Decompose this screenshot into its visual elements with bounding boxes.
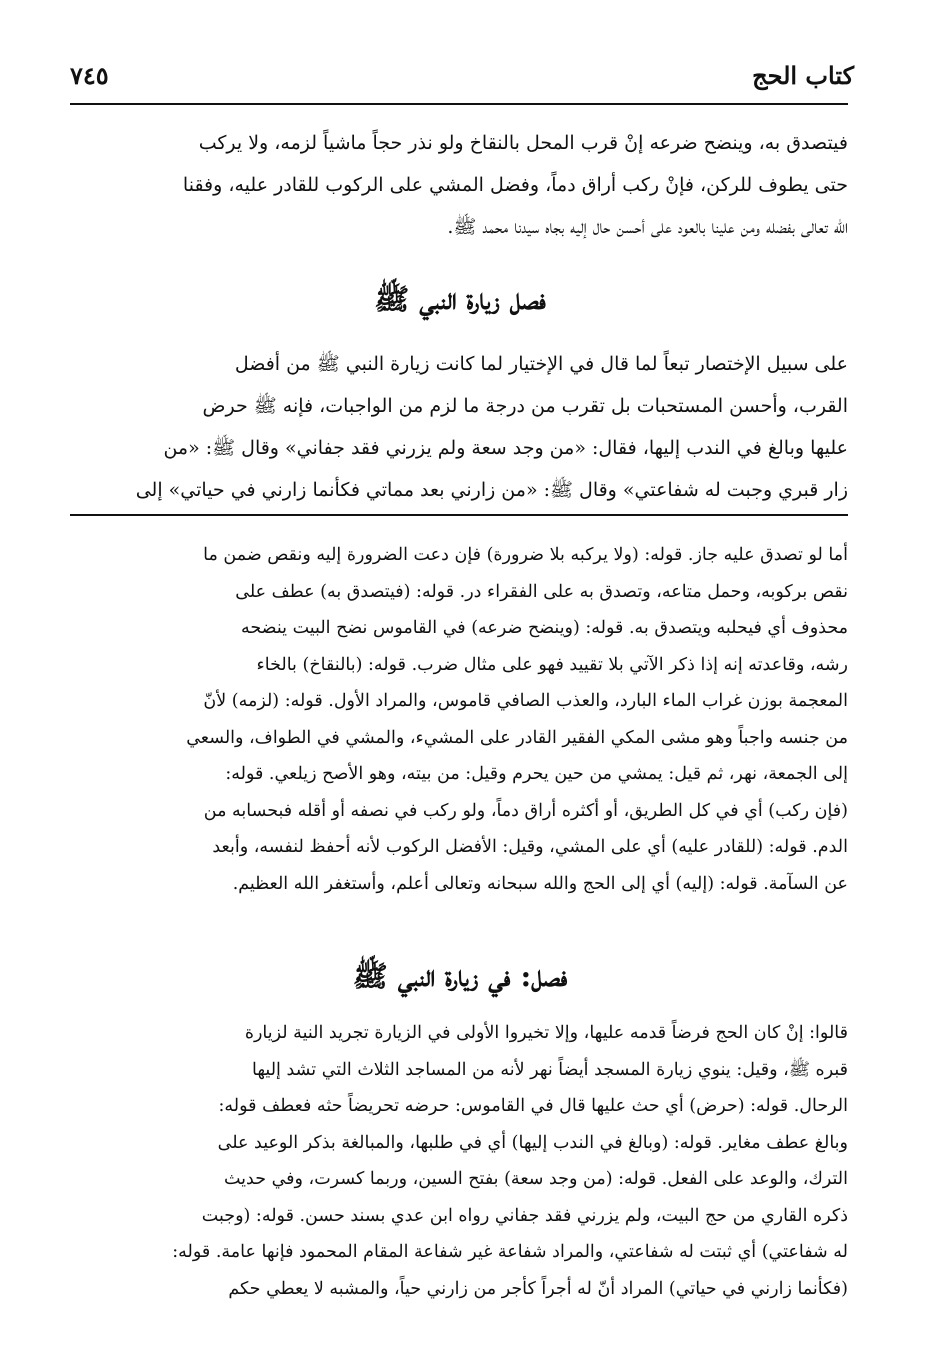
running-title: كتاب الحج bbox=[752, 61, 854, 90]
text-line: أما لو تصدق عليه جاز. قوله: (ولا يركبه بلا ضرورة) فإن دعت الضرورة إليه ونقص ضمن ما bbox=[203, 545, 848, 565]
text-line: حتى يطوف للركن، فإنْ ركب أراق دماً، وفضل المشي على الركوب للقادر عليه، وفقنا bbox=[182, 174, 848, 196]
main-paragraph-1 bbox=[72, 122, 848, 248]
text-line: عن السآمة. قوله: (إليه) أي إلى الحج والله سبحانه وتعالى أعلم، وأستغفر الله العظيم. bbox=[232, 873, 848, 894]
main-paragraph-2 bbox=[72, 343, 848, 511]
text-line: (فإن ركب) أي في كل الطريق، أو أكثره أراق دماً، ولو ركب في نصفه أو أقله فبحسابه من bbox=[203, 800, 848, 821]
commentary-paragraph-2 bbox=[72, 1015, 848, 1307]
page-number: ٧٤٥ bbox=[70, 61, 109, 90]
text-line: وبالغ عطف مغاير. قوله: (وبالغ في الندب إليها) أي في طلبها، والمبالغة بذكر الوعيد على bbox=[217, 1132, 848, 1153]
commentary-paragraph-1 bbox=[72, 537, 848, 902]
text-line: نقص بركوبه، وحمل متاعه، وتصدق به على الفقراء در. قوله: (فيتصدق به) عطف على bbox=[235, 581, 848, 602]
section-heading: فصل زيارة النبي ﷺ bbox=[374, 282, 546, 316]
text-line: المعجمة بوزن غراب الماء البارد، والعذب الصافي قاموس، والمراد الأول. قوله: (لزمه) لأنّ bbox=[203, 691, 848, 711]
text-line: القرب، وأحسن المستحبات بل تقرب من درجة ما لزم من الواجبات، فإنه ﷺ حرض bbox=[202, 395, 848, 417]
text-line: من جنسه واجباً وهو مشى المكي الفقير القادر على المشيء، والمشي في الطواف، والسعي bbox=[186, 727, 848, 748]
text-line: قبره ﷺ، وقيل: ينوي زيارة المسجد أيضاً نهر لأنه من المساجد الثلاث التي تشد إليها bbox=[252, 1059, 848, 1080]
text-line: الترك، والوعد على الفعل. قوله: (من وجد سعة) بفتح السين، وربما كسرت، وفي حديث bbox=[223, 1169, 848, 1189]
commentary-divider bbox=[70, 514, 848, 516]
text-line: قالوا: إنْ كان الحج فرضاً قدمه عليها، وإلا تخيروا الأولى في الزيارة تجريد النية لزيارة bbox=[244, 1023, 848, 1043]
text-line: له شفاعتي) أي ثبتت له شفاعتي، والمراد شفاعة غير شفاعة المقام المحمود فإنها عامة. قوله: bbox=[172, 1242, 848, 1262]
text-line: الرحال. قوله: (حرض) أي حث عليها قال في القاموس: حرضه تحريضاً حثه فعطف قوله: bbox=[218, 1096, 848, 1116]
commentary-heading: فصل: في زيارة النبي ﷺ bbox=[352, 959, 568, 993]
text-line: ذكره القاري من حج البيت، ولم يزرني فقد جفاني رواه ابن عدي بسند حسن. قوله: (وجبت bbox=[201, 1205, 848, 1226]
text-line: فيتصدق به، وينضح ضرعه إنْ قرب المحل بالنقاخ ولو نذر حجاً ماشياً لزمه، ولا يركب bbox=[198, 132, 848, 154]
header-rule bbox=[70, 103, 848, 105]
text-line: زار قبري وجبت له شفاعتي» وقال ﷺ: «من زارني بعد مماتي فكأنما زارني في حياتي» إلى bbox=[135, 479, 848, 501]
text-line: إلى الجمعة، نهر، ثم قيل: يمشي من حين يحرم وقيل: من بيته، وهو الأصح زيلعي. قوله: bbox=[225, 764, 848, 784]
text-line: على سبيل الإختصار تبعاً لما قال في الإختيار لما كانت زيارة النبي ﷺ من أفضل bbox=[234, 353, 848, 375]
text-line: رشه، وقاعدته إنه إذا ذكر الآتي بلا تقييد فهو على مثال ضرب. قوله: (بالنقاخ) بالخاء bbox=[256, 654, 848, 675]
text-line: (فكأنما زارني في حياتي) المراد أنّ له أجراً كأجر من زارني حياً، والمشبه لا يعطي حكم bbox=[228, 1278, 848, 1299]
text-line: الله تعالى بفضله ومن علينا بالعود على أحسن حال إليه بجاه سيدنا محمد ﷺ. bbox=[447, 216, 848, 238]
text-line: محذوف أي فيحلبه ويتصدق به. قوله: (وينضح ضرعه) في القاموس نضح البيت ينضحه bbox=[241, 618, 848, 638]
text-line: عليها وبالغ في الندب إليها، فقال: «من وجد سعة ولم يزرني فقد جفاني» وقال ﷺ: «من bbox=[163, 437, 848, 459]
text-line: الدم. قوله: (للقادر عليه) أي على المشي، وقيل: الأفضل الركوب لأنه أحفظ لنفسه، وأبعد bbox=[212, 837, 848, 857]
